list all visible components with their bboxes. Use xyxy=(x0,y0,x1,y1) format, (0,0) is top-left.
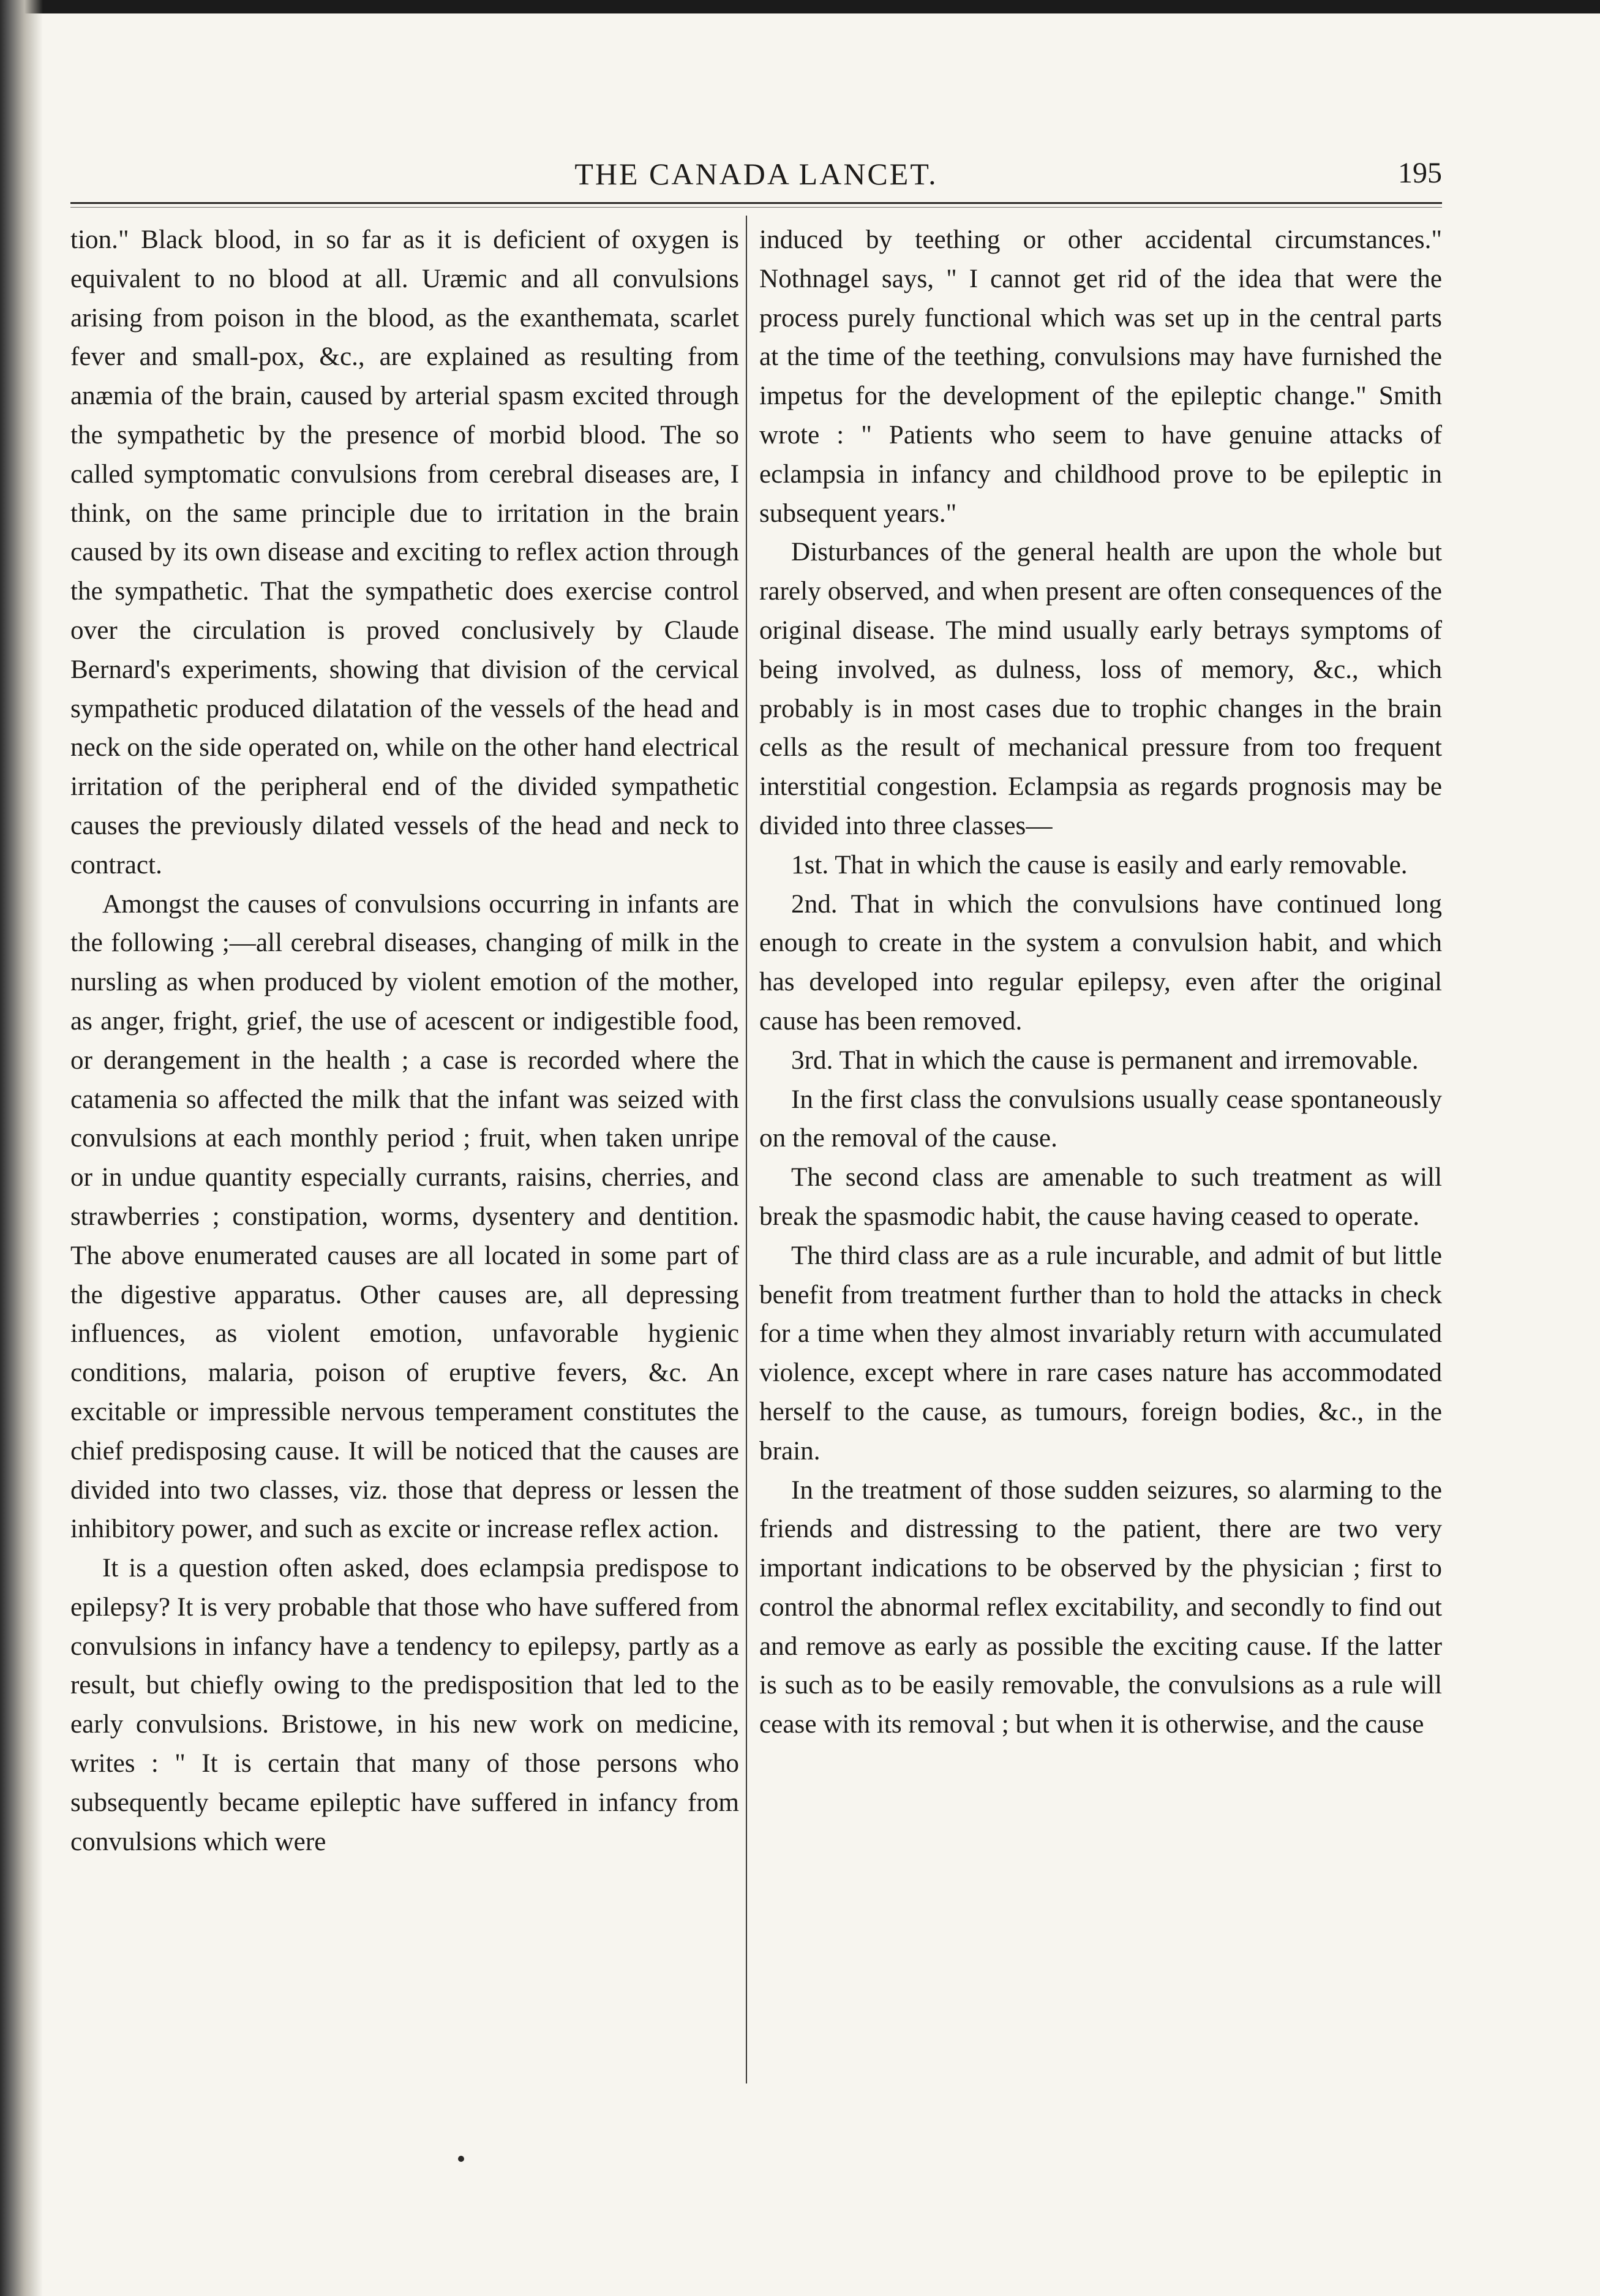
paragraph: 3rd. That in which the cause is permanent and irremovable. xyxy=(791,1045,1419,1075)
paragraph: induced by teething or other accidental circumstances." Nothnagel says, " I cannot get rid of the idea that were the process purely functional which was set up in the central parts at the time of the teething, convulsions may have furnished the impetus for the development of the epileptic change." Smith wrote : " Patients who seem to have genuine attacks of eclampsia in infancy and childhood prove to be epileptic in subsequent years." xyxy=(759,225,1442,528)
printer-mark xyxy=(458,2156,464,2162)
right-column xyxy=(759,220,1442,2082)
paragraph: The second class are amenable to such treatment as will break the spasmodic habit, the cause having ceased to operate. xyxy=(759,1163,1442,1231)
paragraph: 1st. That in which the cause is easily and early removable. xyxy=(791,850,1408,879)
header-rule xyxy=(70,202,1442,204)
paragraph: The third class are as a rule incurable, and admit of but little benefit from treatment further than to hold the attacks in check for a time when they almost invariably return with accumulated violence, except where in rare cases nature has accommodated herself to the cause, as tumours, foreign bodies, &c., in the brain. xyxy=(759,1241,1442,1466)
binding-edge xyxy=(0,0,43,2296)
header-rule-thin xyxy=(70,207,1442,208)
paragraph: tion." Black blood, in so far as it is deficient of oxygen is equivalent to no blood at all. Uræmic and all convulsions arising from poison in the blood, as the exanthemata, scarlet fever and small-pox, &c., are explained as resulting from anæmia of the brain, caused by arterial spasm excited through the sympathetic by the presence of morbid blood. The so called symptomatic convulsions from cerebral diseases are, I think, on the same principle due to irritation in the brain caused by its own disease and exciting to reflex action through the sympathetic. That the sympathetic does exercise control over the circulation is proved conclusively by Claude Bernard's experiments, showing that division of the cervical sympathetic produced dilatation of the vessels of the head and neck on the side operated on, while on the other hand electrical irritation of the peripheral end of the divided sympathetic causes the previously dilated vessels of the head and neck to contract. xyxy=(70,225,739,879)
paragraph: In the first class the convulsions usually cease spontaneously on the removal of the cause. xyxy=(759,1085,1442,1153)
journal-title: THE CANADA LANCET. xyxy=(574,157,938,191)
paragraph: Amongst the causes of convulsions occurring in infants are the following ;—all cerebral diseases, changing of milk in the nursling as when produced by violent emotion of the mother, as anger, fright, grief, the use of acescent or indigestible food, or derangement in the health ; a case is recorded where the catamenia so affected the milk that the infant was seized with convulsions at each monthly period ; fruit, when taken unripe or in undue quantity especially currants, raisins, cherries, and strawberries ; constipation, worms, dysentery and dentition. The above enumerated causes are all located in some part of the digestive apparatus. Other causes are, all depressing influences, as violent emotion, unfavorable hygienic conditions, malaria, poison of eruptive fevers, &c. An excitable or impressible nervous temperament constitutes the chief predisposing cause. It will be noticed that the causes are divided into two classes, viz. those that depress or lessen the inhibitory power, and such as excite or increase reflex action. xyxy=(70,889,739,1544)
paragraph: In the treatment of those sudden seizures, so alarming to the friends and distressing to the patient, there are two very important indications to be observed by the physician ; first to control the abnormal reflex excitability, and secondly to find out and remove as early as possible the exciting cause. If the latter is such as to be easily removable, the convulsions as a rule will cease with its removal ; but when it is otherwise, and the cause xyxy=(759,1475,1442,1739)
paragraph: It is a question often asked, does eclampsia predispose to epilepsy? It is very probable that those who have suffered from convulsions in infancy have a tendency to epilepsy, partly as a result, but chiefly owing to the predisposition that led to the early convulsions. Bristowe, in his new work on medicine, writes : " It is certain that many of those persons who subsequently became epileptic have suffered in infancy from convulsions which were xyxy=(70,1554,739,1856)
column-divider xyxy=(746,216,747,2083)
page-number: 195 xyxy=(1398,157,1442,189)
left-column xyxy=(70,220,739,2082)
page-top-edge xyxy=(0,0,1600,13)
paragraph: Disturbances of the general health are upon the whole but rarely observed, and when present are often consequences of the original disease. The mind usually early betrays symptoms of being involved, as dulness, loss of memory, &c., which probably is in most cases due to trophic changes in the brain cells as the result of mechanical pressure from too frequent interstitial congestion. Eclampsia as regards prognosis may be divided into three classes— xyxy=(759,538,1442,840)
paragraph: 2nd. That in which the convulsions have continued long enough to create in the system a convulsion habit, and which has developed into regular epilepsy, even after the original cause has been removed. xyxy=(759,889,1442,1036)
running-head xyxy=(70,156,1442,199)
